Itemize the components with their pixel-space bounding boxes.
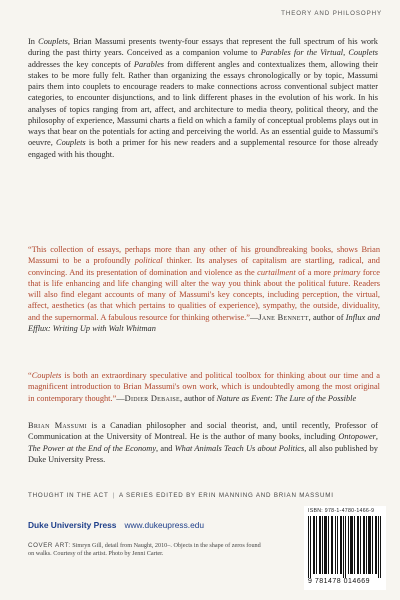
quote-emphasis: curtailment [257,267,296,277]
cover-art-text: Simryn Gill, detail from Naught, 2010–. Objects in the shape of zeros found on walks. Courtesy of the artist. Photo by Jenni Carter. [28,542,261,558]
attribution-book: Nature as Event: The Lure of the Possible [216,393,357,403]
desc-text: is both a primer for his new readers and a supplemental resource for those already engaged with his thought. [28,138,378,159]
bio-text: , [375,432,378,442]
isbn-label: ISBN: 978-1-4780-1466-9 [308,508,375,514]
bio-book: What Animals Teach Us about Politics [174,443,305,453]
attribution-author: Jane Bennett [258,312,309,322]
series-line [28,492,334,499]
quote-text: force that is life enhancing and life changing will alter the way you think about the political future. Readers will also find elegant accounts of many of Massumi's key concepts, including perception, the virtual, affect, aesthetics (as that which pertains to qualities of experience), sympathy, the outside, dividuality, and the supernormal. A fabulous resource for thinking otherwise.” [28,267,380,322]
barcode-icon [308,516,382,578]
endorsement-bennett [28,244,380,334]
attribution-text: , author of [308,312,346,322]
publisher-line [28,520,204,530]
barcode-number: 9 781478 014669 [308,578,370,585]
desc-title: Parables [133,59,165,69]
bio-text: , all also published by Duke University Press. [28,443,378,464]
attribution-text: , author of [179,393,217,403]
bio-text: is a Canadian philosopher and social theorist, and, until recently, Professor of Communication at the University of Montreal. He is the author of many books, including [28,421,378,442]
quote-title: Couplets [31,371,62,380]
desc-title: Couplets [348,48,379,58]
book-description [28,36,378,160]
quote-emphasis: primary [333,267,361,277]
series-separator: | [112,492,115,499]
bio-book: Ontopower [338,432,376,442]
attribution-book: Influx and Efflux: Writing Up with Walt Whitman [28,312,380,333]
bio-name: Brian Massumi [28,421,87,430]
desc-text: from different angles and contextualizes them, allowing their stakes to be more fully felt. Rather than organizing the essays chronologically or by topic, Massumi pairs them into couplets to encourage readers to make connections across conventional subject matter categories, to encounter disjunctions, and to link different phases in the evolution of his work. In his analyses of topics ranging from art, affect, and architecture to media theory, political theory, and the philosophy of experience, Massumi charts a field on which a family of conceptual problems plays out in ways that bear on the potentials for acting and perceiving the world. As an essential guide to Massumi's oeuvre, [28,59,378,148]
publisher-url[interactable]: www.dukeupress.edu [124,520,205,530]
attribution-author: Didier Debaise [124,393,180,403]
publisher-name: Duke University Press [28,520,117,530]
bio-book: The Power at the End of the Economy [28,443,157,453]
desc-title: Couplets [56,138,86,148]
desc-text: addresses the key concepts of [28,59,134,69]
category-header: THEORY AND PHILOSOPHY [281,10,382,17]
quote-attribution [116,394,356,403]
cover-art-label: COVER ART: [28,542,71,549]
isbn-barcode [304,506,386,590]
bio-text: , and [156,443,175,453]
desc-text: , [343,48,349,58]
author-bio [28,420,378,465]
desc-title: Couplets [38,37,68,46]
quote-emphasis: political [134,256,163,266]
desc-text: In [28,37,39,46]
quote-text: of a more [295,267,334,277]
endorsement-debaise [28,370,380,404]
desc-title: Parables for the Virtual [260,48,344,58]
series-editors: A SERIES EDITED BY ERIN MANNING AND BRIAN MASSUMI [118,492,334,499]
cover-art-credit [28,542,268,558]
desc-text: , Brian Massumi presents twenty-four essays that represent the full spectrum of his work during the past thirty years. Conceived as a companion volume to [28,37,378,58]
series-name: THOUGHT IN THE ACT [28,492,109,499]
attribution-dash: — [249,312,259,322]
quote-text: “ [28,371,32,380]
quote-text: thinker. Its analyses of capitalism are startling, radical, and convincing. And its presentation of domination and violence as the [28,256,380,277]
quote-text: “This collection of essays, perhaps more than any other of his groundbreaking books, shows Brian Massumi to be a profoundly [28,245,380,266]
attribution-dash: — [116,393,125,403]
quote-text: is both an extraordinary speculative and political toolbox for thinking about our time and a magnificent introduction to Brian Massumi's own work, which is undoubtedly among the most original in contemporary thought.” [28,371,380,403]
